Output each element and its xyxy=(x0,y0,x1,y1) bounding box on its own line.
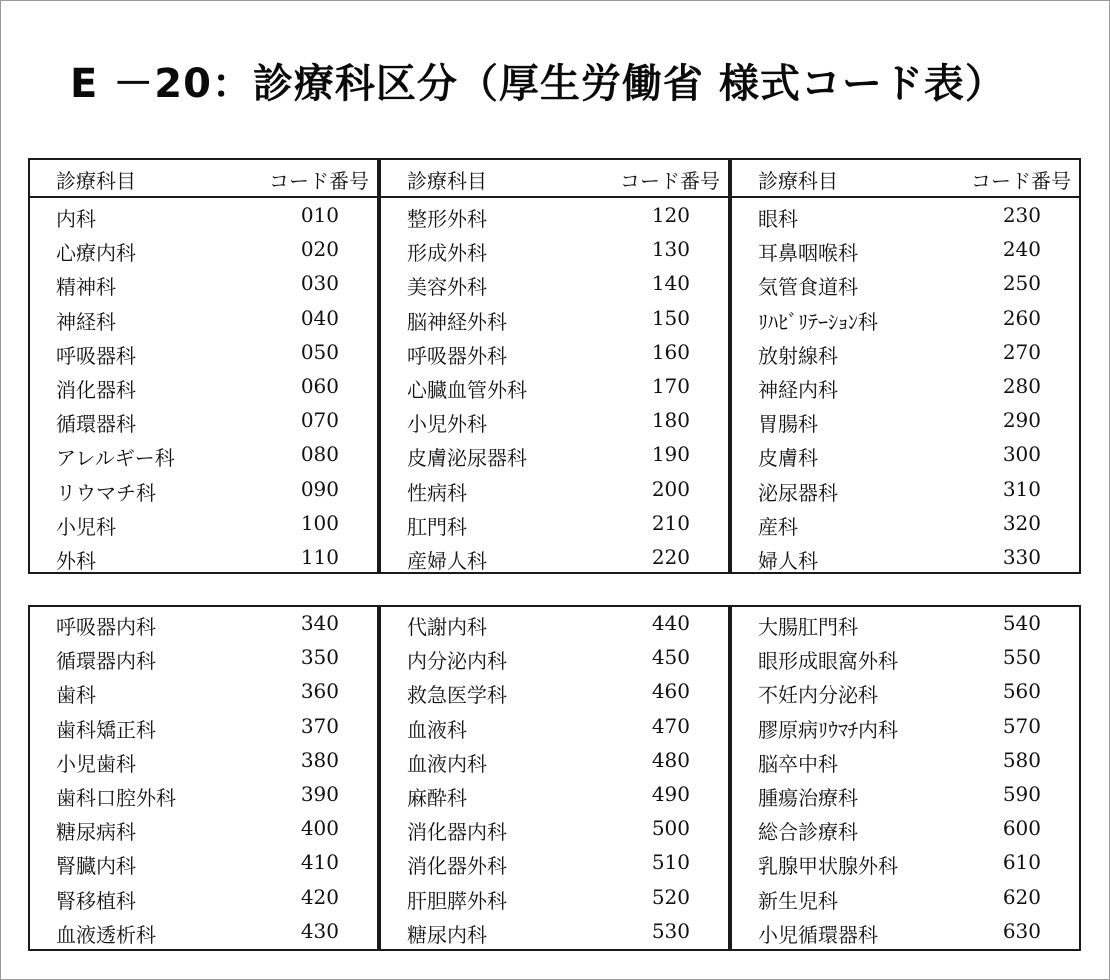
table-column xyxy=(377,160,728,572)
table-row xyxy=(732,813,1079,847)
department-name: 泌尿器科 xyxy=(758,480,838,505)
department-name: 血液科 xyxy=(407,717,467,742)
department-name: 呼吸器科 xyxy=(56,343,136,368)
department-name: 糖尿内科 xyxy=(407,922,487,947)
department-name: 代謝内科 xyxy=(407,615,487,639)
department-name: 血液内科 xyxy=(407,751,487,776)
department-name: 心臓血管外科 xyxy=(407,377,527,402)
table-row xyxy=(732,439,1079,473)
table-row xyxy=(381,474,728,508)
department-code: 490 xyxy=(651,781,690,806)
table-row xyxy=(30,608,377,642)
table-row xyxy=(30,916,377,950)
table-row xyxy=(732,268,1079,302)
table-column xyxy=(728,160,1079,572)
table-row xyxy=(732,847,1079,881)
table-row xyxy=(30,337,377,371)
department-code: 240 xyxy=(1002,237,1041,262)
department-name: 小児歯科 xyxy=(56,751,136,776)
table-row xyxy=(30,676,377,710)
department-code: 500 xyxy=(651,816,690,841)
department-code: 140 xyxy=(651,271,690,296)
table-row xyxy=(732,303,1079,337)
department-code: 300 xyxy=(1002,442,1041,467)
department-name: 脳神経外科 xyxy=(407,309,507,334)
column-header xyxy=(732,160,1079,198)
department-name: 整形外科 xyxy=(407,207,487,231)
department-name: 不妊内分泌科 xyxy=(758,683,878,708)
department-code: 270 xyxy=(1002,339,1041,364)
department-code: 480 xyxy=(651,747,690,772)
department-code: 400 xyxy=(300,816,339,841)
header-department: 診療科目 xyxy=(758,169,838,193)
department-name: 産科 xyxy=(758,514,798,539)
department-name: 胃腸科 xyxy=(758,412,818,437)
department-code: 390 xyxy=(300,781,339,806)
department-code: 230 xyxy=(1002,203,1041,227)
department-code: 070 xyxy=(300,408,339,433)
table-row xyxy=(732,337,1079,371)
department-code: 130 xyxy=(651,237,690,262)
department-name: 血液透析科 xyxy=(56,922,156,947)
department-code: 600 xyxy=(1002,816,1041,841)
row-list xyxy=(732,198,1079,576)
table-row xyxy=(381,405,728,439)
department-code: 590 xyxy=(1002,781,1041,806)
department-name: 放射線科 xyxy=(758,343,838,368)
table-row xyxy=(732,405,1079,439)
department-name: 小児外科 xyxy=(407,412,487,437)
department-name: 消化器科 xyxy=(56,377,136,402)
department-code: 180 xyxy=(651,408,690,433)
department-code: 530 xyxy=(651,918,690,943)
table-row xyxy=(30,711,377,745)
department-name: 心療内科 xyxy=(56,241,136,266)
table-row xyxy=(732,916,1079,950)
department-code: 610 xyxy=(1002,850,1041,875)
table-row xyxy=(30,371,377,405)
department-code: 560 xyxy=(1002,679,1041,704)
department-name: 歯科 xyxy=(56,683,96,708)
table-row xyxy=(732,608,1079,642)
row-list xyxy=(381,607,728,950)
department-code: 080 xyxy=(300,442,339,467)
department-code: 120 xyxy=(651,203,690,227)
department-code: 260 xyxy=(1002,305,1041,330)
department-name: 眼形成眼窩外科 xyxy=(758,649,898,674)
department-name: 消化器外科 xyxy=(407,854,507,879)
department-code: 280 xyxy=(1002,373,1041,398)
department-name: 呼吸器内科 xyxy=(56,615,156,639)
table-row xyxy=(381,439,728,473)
department-code: 030 xyxy=(300,271,339,296)
department-name: リウマチ科 xyxy=(56,480,156,505)
column-header xyxy=(381,160,728,198)
table-row xyxy=(30,642,377,676)
department-name: 小児科 xyxy=(56,514,116,539)
department-code: 190 xyxy=(651,442,690,467)
department-code: 630 xyxy=(1002,918,1041,943)
department-name: 膠原病ﾘｳﾏﾁ内科 xyxy=(758,717,898,742)
department-code: 570 xyxy=(1002,713,1041,738)
table-row xyxy=(732,642,1079,676)
table-row xyxy=(732,542,1079,576)
department-name: 呼吸器外科 xyxy=(407,343,507,368)
department-code: 620 xyxy=(1002,884,1041,909)
department-code: 250 xyxy=(1002,271,1041,296)
department-code: 410 xyxy=(300,850,339,875)
table-row xyxy=(732,882,1079,916)
department-name: 肛門科 xyxy=(407,514,467,539)
table-row xyxy=(381,303,728,337)
table-row xyxy=(381,371,728,405)
department-code: 550 xyxy=(1002,645,1041,670)
department-code: 350 xyxy=(300,645,339,670)
table-row xyxy=(732,711,1079,745)
department-code: 380 xyxy=(300,747,339,772)
department-code: 060 xyxy=(300,373,339,398)
department-code: 150 xyxy=(651,305,690,330)
header-department: 診療科目 xyxy=(56,169,136,193)
table-row xyxy=(732,371,1079,405)
table-row xyxy=(30,508,377,542)
department-code: 200 xyxy=(651,476,690,501)
department-name: アレルギー科 xyxy=(56,446,175,471)
table-row xyxy=(381,711,728,745)
department-code: 050 xyxy=(300,339,339,364)
code-table-top xyxy=(28,158,1081,574)
department-name: 眼科 xyxy=(758,207,798,231)
department-name: 脳卒中科 xyxy=(758,751,838,776)
department-code: 510 xyxy=(651,850,690,875)
department-code: 040 xyxy=(300,305,339,330)
table-row xyxy=(732,508,1079,542)
department-name: 肝胆膵外科 xyxy=(407,888,507,913)
table-row xyxy=(732,745,1079,779)
table-row xyxy=(381,508,728,542)
department-name: 腫瘍治療科 xyxy=(758,785,858,810)
code-table-bottom xyxy=(28,605,1081,951)
department-code: 010 xyxy=(300,203,339,227)
table-row xyxy=(30,200,377,234)
department-name: 大腸肛門科 xyxy=(758,615,858,639)
department-name: 歯科矯正科 xyxy=(56,717,156,742)
table-column xyxy=(30,607,377,949)
header-department: 診療科目 xyxy=(407,169,487,193)
department-code: 330 xyxy=(1002,544,1041,569)
department-name: 循環器内科 xyxy=(56,649,156,674)
table-row xyxy=(732,474,1079,508)
table-row xyxy=(381,608,728,642)
header-code: コード番号 xyxy=(269,169,369,193)
table-row xyxy=(30,542,377,576)
department-code: 100 xyxy=(300,510,339,535)
department-name: 救急医学科 xyxy=(407,683,507,708)
department-name: 内科 xyxy=(56,207,96,231)
table-row xyxy=(732,200,1079,234)
department-code: 430 xyxy=(300,918,339,943)
table-row xyxy=(381,200,728,234)
department-code: 470 xyxy=(651,713,690,738)
table-row xyxy=(381,916,728,950)
department-code: 580 xyxy=(1002,747,1041,772)
table-row xyxy=(381,847,728,881)
table-row xyxy=(30,813,377,847)
department-code: 320 xyxy=(1002,510,1041,535)
department-code: 450 xyxy=(651,645,690,670)
table-row xyxy=(30,847,377,881)
department-name: 消化器内科 xyxy=(407,820,507,845)
table-row xyxy=(30,405,377,439)
department-name: 皮膚科 xyxy=(758,446,818,471)
table-row xyxy=(381,882,728,916)
department-code: 460 xyxy=(651,679,690,704)
department-code: 540 xyxy=(1002,611,1041,635)
table-column xyxy=(728,607,1079,949)
table-row xyxy=(381,779,728,813)
department-name: 糖尿病科 xyxy=(56,820,136,845)
department-code: 020 xyxy=(300,237,339,262)
department-name: 腎臓内科 xyxy=(56,854,136,879)
department-name: 性病科 xyxy=(407,480,467,505)
department-name: ﾘﾊﾋﾞﾘﾃｰｼｮﾝ科 xyxy=(758,309,878,334)
header-code: コード番号 xyxy=(971,169,1071,193)
department-code: 360 xyxy=(300,679,339,704)
table-row xyxy=(30,303,377,337)
department-code: 210 xyxy=(651,510,690,535)
table-row xyxy=(732,676,1079,710)
table-row xyxy=(732,234,1079,268)
department-code: 220 xyxy=(651,544,690,569)
department-code: 290 xyxy=(1002,408,1041,433)
department-name: 精神科 xyxy=(56,275,116,300)
row-list xyxy=(30,607,377,950)
table-row xyxy=(30,745,377,779)
table-row xyxy=(30,474,377,508)
table-row xyxy=(381,676,728,710)
department-code: 310 xyxy=(1002,476,1041,501)
department-name: 循環器科 xyxy=(56,412,136,437)
department-code: 110 xyxy=(300,544,339,569)
department-name: 腎移植科 xyxy=(56,888,136,913)
department-code: 440 xyxy=(651,611,690,635)
row-list xyxy=(381,198,728,576)
table-row xyxy=(381,813,728,847)
department-name: 形成外科 xyxy=(407,241,487,266)
department-name: 皮膚泌尿器科 xyxy=(407,446,527,471)
department-name: 神経内科 xyxy=(758,377,838,402)
department-code: 340 xyxy=(300,611,339,635)
header-code: コード番号 xyxy=(620,169,720,193)
department-name: 産婦人科 xyxy=(407,548,487,573)
department-name: 麻酔科 xyxy=(407,785,467,810)
department-name: 神経科 xyxy=(56,309,116,334)
table-row xyxy=(30,234,377,268)
table-row xyxy=(381,642,728,676)
table-row xyxy=(30,439,377,473)
table-row xyxy=(381,337,728,371)
table-column xyxy=(30,160,377,572)
department-code: 520 xyxy=(651,884,690,909)
table-row xyxy=(381,234,728,268)
table-column xyxy=(377,607,728,949)
table-row xyxy=(381,268,728,302)
department-name: 乳腺甲状腺外科 xyxy=(758,854,898,879)
department-name: 気管食道科 xyxy=(758,275,858,300)
table-row xyxy=(381,745,728,779)
department-name: 小児循環器科 xyxy=(758,922,878,947)
department-name: 歯科口腔外科 xyxy=(56,785,176,810)
table-row xyxy=(30,268,377,302)
department-name: 内分泌内科 xyxy=(407,649,507,674)
table-row xyxy=(381,542,728,576)
row-list xyxy=(30,198,377,576)
column-header xyxy=(30,160,377,198)
department-name: 総合診療科 xyxy=(758,820,858,845)
page-title: E －20：診療科区分（厚生労働省 様式コード表） xyxy=(70,61,1006,107)
table-row xyxy=(30,779,377,813)
department-name: 耳鼻咽喉科 xyxy=(758,241,858,266)
department-code: 420 xyxy=(300,884,339,909)
table-row xyxy=(30,882,377,916)
department-code: 160 xyxy=(651,339,690,364)
department-code: 090 xyxy=(300,476,339,501)
department-name: 婦人科 xyxy=(758,548,818,573)
department-code: 170 xyxy=(651,373,690,398)
table-row xyxy=(732,779,1079,813)
department-name: 新生児科 xyxy=(758,888,838,913)
department-code: 370 xyxy=(300,713,339,738)
department-name: 美容外科 xyxy=(407,275,487,300)
department-name: 外科 xyxy=(56,548,96,573)
row-list xyxy=(732,607,1079,950)
